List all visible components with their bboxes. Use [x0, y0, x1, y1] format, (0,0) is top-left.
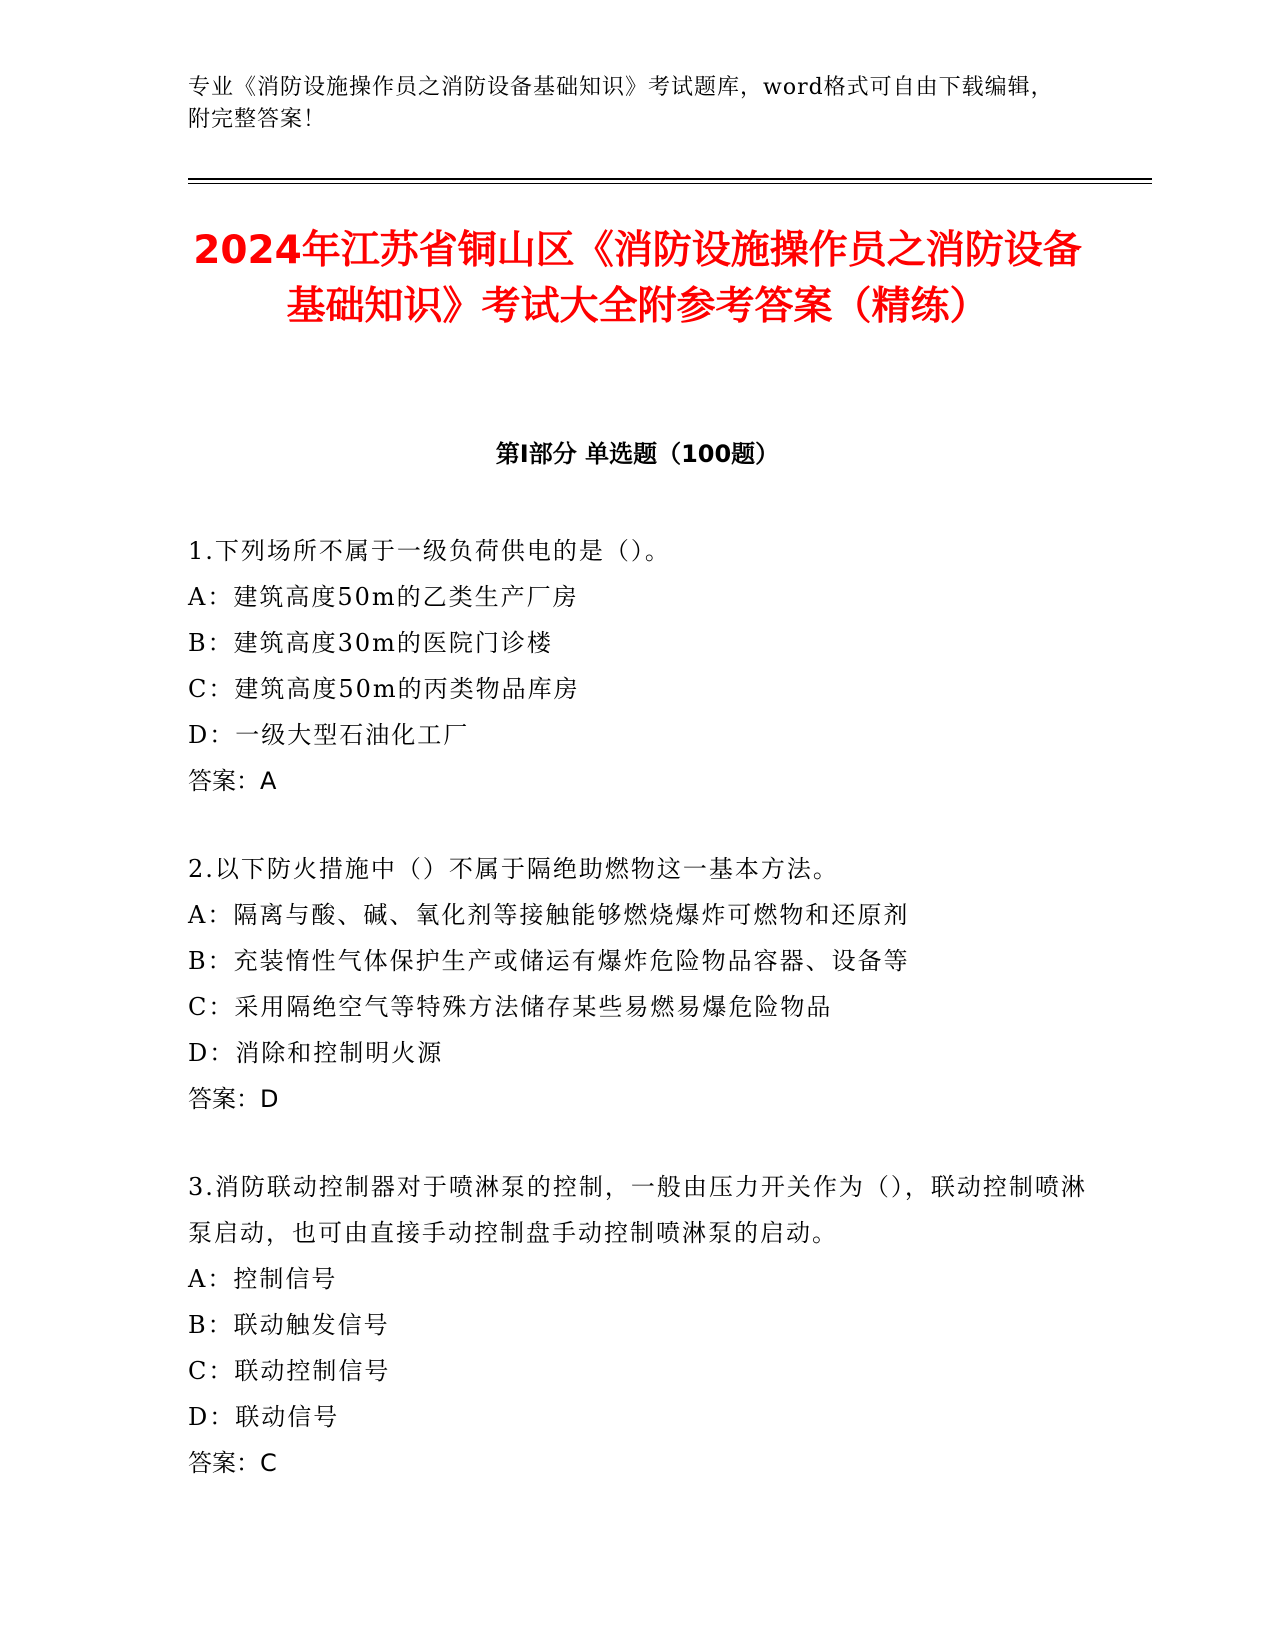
- question-3: [188, 1164, 1088, 1486]
- option-b: B：联动触发信号: [188, 1311, 390, 1339]
- answer: 答案：C: [188, 1449, 277, 1477]
- header-rule-thick: [188, 178, 1152, 180]
- question-stem: 3.消防联动控制器对于喷淋泵的控制，一般由压力开关作为（），联动控制喷淋泵启动，也可由直接手动控制盘手动控制喷淋泵的启动。: [188, 1173, 1087, 1247]
- option-c: C：建筑高度50m的丙类物品库房: [188, 675, 580, 703]
- option-d: D：消除和控制明火源: [188, 1039, 444, 1067]
- question-stem: 2.以下防火措施中（）不属于隔绝助燃物这一基本方法。: [188, 855, 839, 883]
- option-b: B：建筑高度30m的医院门诊楼: [188, 629, 553, 657]
- answer: 答案：A: [188, 767, 277, 795]
- answer: 答案：D: [188, 1085, 279, 1113]
- option-b: B：充装惰性气体保护生产或储运有爆炸危险物品容器、设备等: [188, 947, 910, 975]
- option-d: D：联动信号: [188, 1403, 340, 1431]
- section-heading: 第Ⅰ部分 单选题（100题）: [495, 440, 780, 468]
- document-title: 2024年江苏省铜山区《消防设施操作员之消防设备基础知识》考试大全附参考答案（精练）: [193, 228, 1082, 329]
- question-stem: 1.下列场所不属于一级负荷供电的是（）。: [188, 537, 671, 565]
- header-note: 专业《消防设施操作员之消防设备基础知识》考试题库，word格式可自由下载编辑，附完整答案！: [188, 75, 1054, 132]
- option-c: C：采用隔绝空气等特殊方法储存某些易燃易爆危险物品: [188, 993, 833, 1021]
- question-2: [188, 846, 1088, 1122]
- question-1: [188, 528, 1088, 804]
- option-a: A：隔离与酸、碱、氧化剂等接触能够燃烧爆炸可燃物和还原剂: [188, 901, 910, 929]
- header-rule-thin: [188, 183, 1152, 184]
- option-a: A：控制信号: [188, 1265, 338, 1293]
- option-c: C：联动控制信号: [188, 1357, 391, 1385]
- option-d: D：一级大型石油化工厂: [188, 721, 470, 749]
- option-a: A：建筑高度50m的乙类生产厂房: [188, 583, 579, 611]
